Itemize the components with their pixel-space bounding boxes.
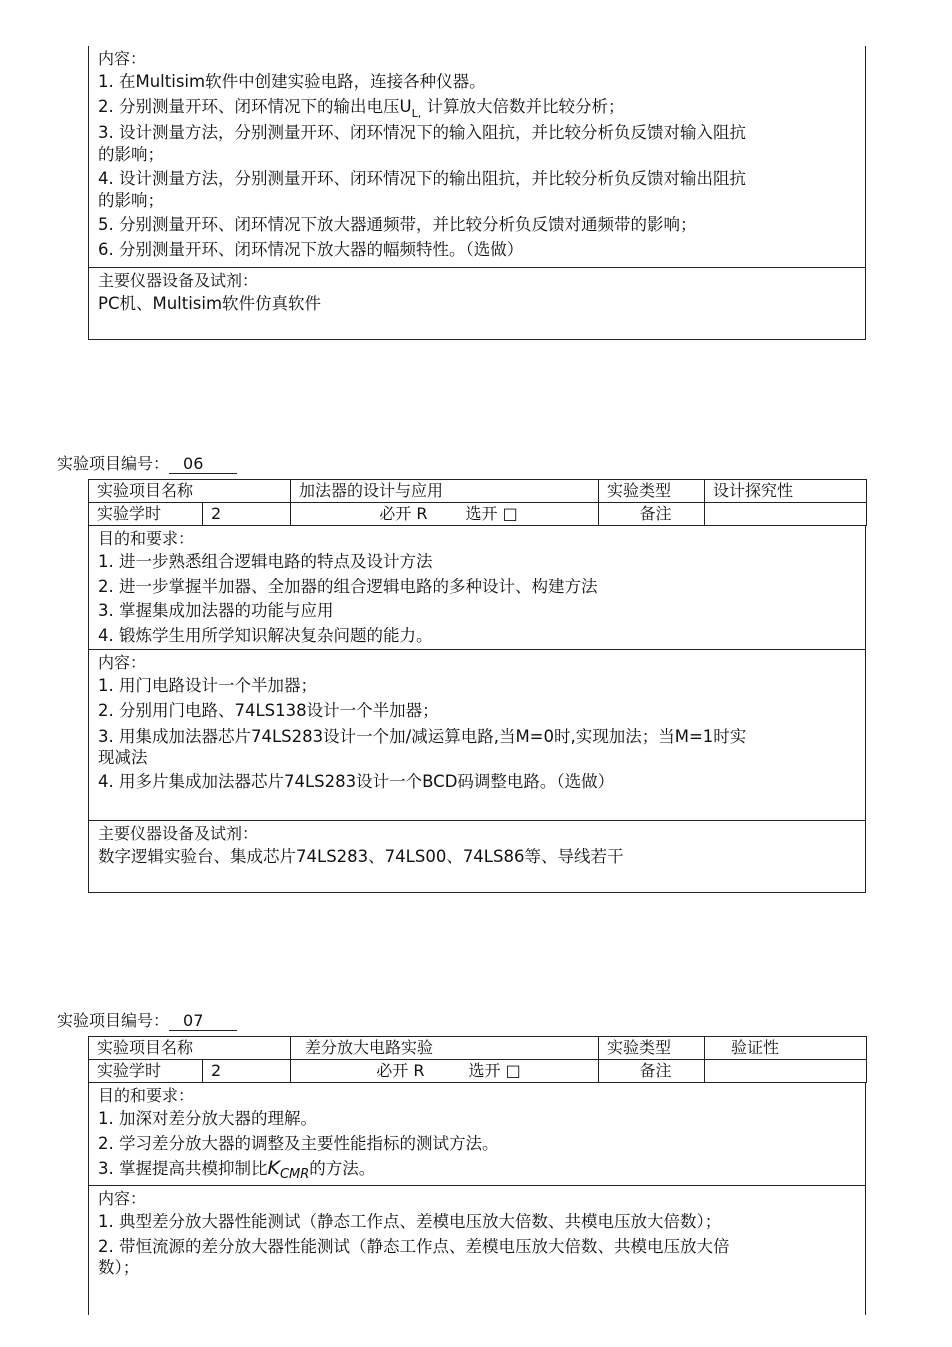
content-item: 2. 分别用门电路、74LS138设计一个半加器； xyxy=(98,700,439,720)
hours-value: 2 xyxy=(203,1060,291,1083)
equipment-section xyxy=(89,267,865,339)
project-number-label xyxy=(57,454,237,474)
content-heading: 内容： xyxy=(98,49,147,68)
project-number: 07 xyxy=(169,1012,237,1031)
purpose-item: 2. 学习差分放大器的调整及主要性能指标的测试方法。 xyxy=(98,1133,499,1153)
content-heading: 内容： xyxy=(98,1189,147,1208)
cmr-subscript: CMR xyxy=(279,1167,310,1182)
content-item-wrap: 的影响； xyxy=(98,144,164,164)
project-type: 验证性 xyxy=(705,1037,867,1060)
project-name-label: 实验项目名称 xyxy=(89,480,291,503)
content-item-wrap: 数）； xyxy=(98,1258,140,1277)
requirement-options xyxy=(291,503,599,526)
required-option: 必开 R xyxy=(376,1061,425,1080)
remark-label: 备注 xyxy=(599,503,705,526)
hours-value: 2 xyxy=(203,503,291,526)
content-item: 1. 在Multisim软件中创建实验电路，连接各种仪器。 xyxy=(98,72,486,91)
project-07-body xyxy=(88,1083,866,1315)
content-section xyxy=(89,46,865,267)
content-item: 4. 设计测量方法，分别测量开环、闭环情况下的输出阻抗，并比较分析负反馈对输出阻抗 xyxy=(98,169,746,188)
content-item: 3. 用集成加法器芯片74LS283设计一个加/减运算电路,当M=0时,实现加法；当M=1时实 xyxy=(98,727,747,746)
voltage-subscript: L, xyxy=(411,106,422,120)
content-section xyxy=(89,649,865,820)
project-06-table xyxy=(88,479,866,893)
content-item: 5. 分别测量开环、闭环情况下放大器通频带，并比较分析负反馈对通频带的影响； xyxy=(98,215,697,234)
purpose-section xyxy=(89,1083,865,1185)
content-item: 2. 带恒流源的差分放大器性能测试（静态工作点、差模电压放大倍数、共模电压放大倍 xyxy=(98,1236,730,1256)
remark-label: 备注 xyxy=(599,1060,705,1083)
project-number-caption: 实验项目编号： xyxy=(57,454,170,473)
equipment-heading: 主要仪器设备及试剂： xyxy=(98,271,259,290)
purpose-item-text: 3. 掌握提高共模抑制比 xyxy=(98,1159,268,1178)
equipment-text: PC机、Multisim软件仿真软件 xyxy=(98,294,322,313)
optional-option: 选开 □ xyxy=(465,504,518,523)
content-item-wrap: 的影响； xyxy=(98,190,164,210)
content-item-text: 2. 分别测量开环、闭环情况下的输出电压U xyxy=(98,96,412,116)
hours-label: 实验学时 xyxy=(89,1060,203,1083)
requirement-options xyxy=(291,1060,599,1083)
project-06-body xyxy=(88,526,866,892)
equipment-heading: 主要仪器设备及试剂： xyxy=(98,824,259,843)
project-type-label: 实验类型 xyxy=(599,1037,705,1060)
purpose-item: 1. 进一步熟悉组合逻辑电路的特点及设计方法 xyxy=(98,552,433,571)
purpose-item: 2. 进一步掌握半加器、全加器的组合逻辑电路的多种设计、构建方法 xyxy=(98,576,598,596)
project-06-meta xyxy=(88,479,867,526)
prev-project-table xyxy=(88,46,866,340)
content-item: 1. 用门电路设计一个半加器； xyxy=(98,676,317,695)
project-name: 差分放大电路实验 xyxy=(291,1037,599,1060)
purpose-item: 1. 加深对差分放大器的理解。 xyxy=(98,1109,317,1128)
content-heading: 内容： xyxy=(98,653,147,672)
remark-value xyxy=(705,1060,867,1083)
purpose-heading: 目的和要求： xyxy=(98,1086,195,1105)
project-type: 设计探究性 xyxy=(705,480,867,503)
project-number: 06 xyxy=(169,455,237,474)
content-item: 6. 分别测量开环、闭环情况下放大器的幅频特性。（选做） xyxy=(98,239,524,259)
required-option: 必开 R xyxy=(379,504,428,523)
content-item xyxy=(98,95,857,122)
purpose-item xyxy=(98,1156,857,1184)
remark-value xyxy=(705,503,867,526)
equipment-section xyxy=(89,820,865,892)
purpose-section xyxy=(89,526,865,649)
purpose-item: 3. 掌握集成加法器的功能与应用 xyxy=(98,601,334,620)
content-item: 3. 设计测量方法，分别测量开环、闭环情况下的输入阻抗，并比较分析负反馈对输入阻抗 xyxy=(98,123,746,142)
project-name: 加法器的设计与应用 xyxy=(291,480,599,503)
hours-label: 实验学时 xyxy=(89,503,203,526)
content-item: 1. 典型差分放大器性能测试（静态工作点、差模电压放大倍数、共模电压放大倍数）； xyxy=(98,1212,722,1231)
project-number-caption: 实验项目编号： xyxy=(57,1011,170,1030)
content-item: 4. 用多片集成加法器芯片74LS283设计一个BCD码调整电路。（选做） xyxy=(98,772,615,791)
content-item-wrap: 现减法 xyxy=(98,747,148,767)
content-section xyxy=(89,1185,865,1315)
project-07-table xyxy=(88,1036,866,1315)
project-number-label xyxy=(57,1011,237,1031)
cmr-symbol: K xyxy=(267,1157,280,1179)
purpose-item: 4. 锻炼学生用所学知识解决复杂问题的能力。 xyxy=(98,625,433,645)
optional-option: 选开 □ xyxy=(468,1061,521,1080)
purpose-item-tail: 的方法。 xyxy=(309,1159,376,1178)
content-item-tail: 计算放大倍数并比较分析； xyxy=(421,96,625,116)
project-name-label: 实验项目名称 xyxy=(89,1037,291,1060)
project-type-label: 实验类型 xyxy=(599,480,705,503)
project-07-meta xyxy=(88,1036,867,1083)
purpose-heading: 目的和要求： xyxy=(98,529,195,548)
equipment-text: 数字逻辑实验台、集成芯片74LS283、74LS00、74LS86等、导线若干 xyxy=(98,847,624,866)
